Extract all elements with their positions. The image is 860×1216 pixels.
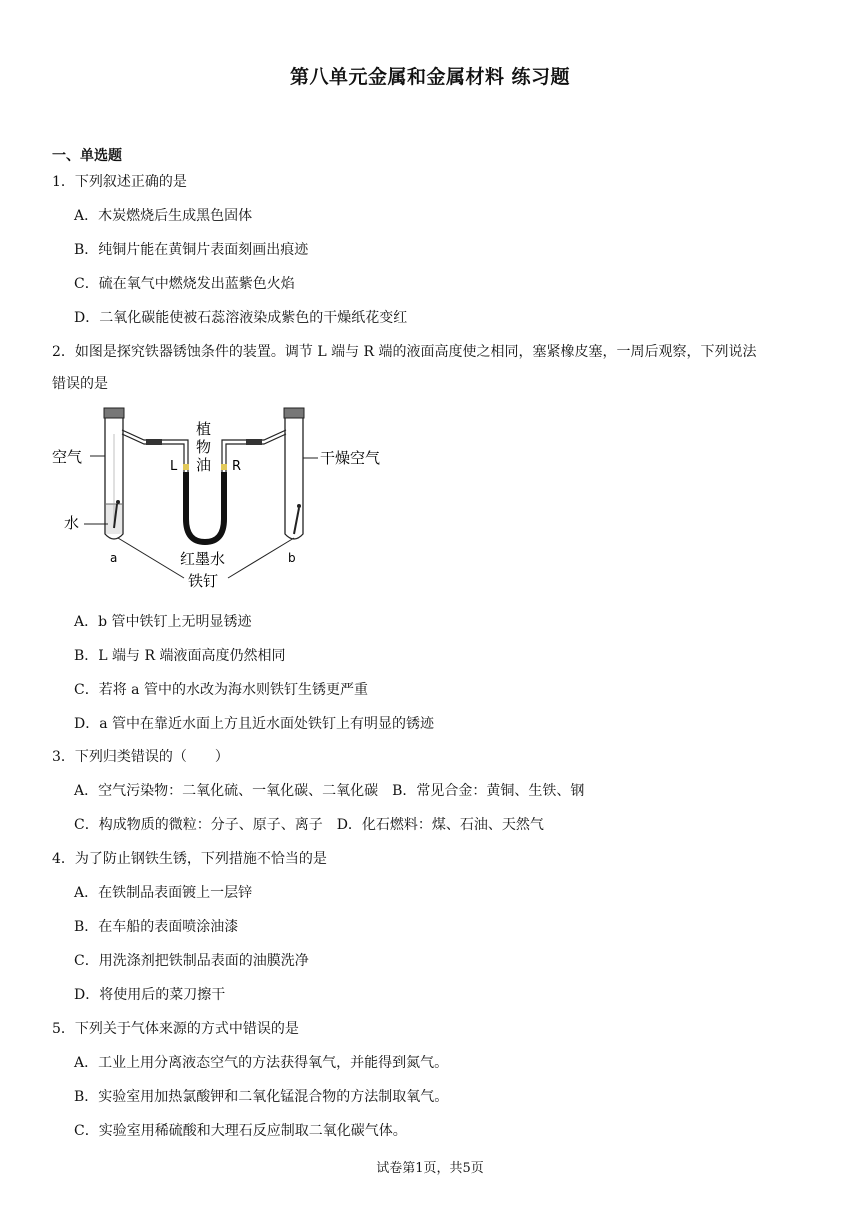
question-1-option-d: D．二氧化碳能使被石蕊溶液染成紫色的干燥纸花变红 [74,310,408,326]
question-5-stem: 5．下列关于气体来源的方式中错误的是 [52,1021,299,1037]
question-1-option-a: A．木炭燃烧后生成黑色固体 [74,208,253,224]
question-4-option-b: B．在车船的表面喷涂油漆 [74,919,239,935]
question-1-option-c: C．硫在氧气中燃烧发出蓝紫色火焰 [74,276,295,292]
page-footer: 试卷第1页，共5页 [376,1161,484,1176]
question-2-stem: 2．如图是探究铁器锈蚀条件的装置。调节 L 端与 R 端的液面高度使之相同，塞紧橡皮塞，一周后观察，下列说法 [52,344,757,360]
label-oil-2: 物 [196,438,212,456]
label-air: 空气 [52,448,83,466]
page-title: 第八单元金属和金属材料 练习题 [289,66,571,88]
question-2-option-b: B．L 端与 R 端液面高度仍然相同 [74,648,286,664]
question-2-stem-cont: 错误的是 [52,376,108,392]
label-red-ink: 红墨水 [180,550,226,568]
question-4-stem: 4．为了防止钢铁生锈，下列措施不恰当的是 [52,851,327,867]
label-R: R [232,459,242,474]
label-nail: 铁钉 [188,572,219,590]
question-5-option-a: A．工业上用分离液态空气的方法获得氧气，并能得到氮气。 [74,1055,449,1071]
tube-a [104,408,124,539]
question-1-stem: 1．下列叙述正确的是 [52,174,187,190]
question-4-option-a: A．在铁制品表面镀上一层锌 [74,885,253,901]
question-1-option-b: B．纯铜片能在黄铜片表面刻画出痕迹 [74,242,309,258]
label-b: b [288,551,296,565]
label-water: 水 [64,514,80,532]
question-4-option-d: D．将使用后的菜刀擦干 [74,987,226,1003]
rust-experiment-figure [48,404,398,596]
section-heading: 一、单选题 [52,148,122,164]
question-4-option-c: C．用洗涤剂把铁制品表面的油膜洗净 [74,953,309,969]
label-L: L [170,459,178,474]
label-a: a [110,551,118,565]
tube-b [284,408,304,539]
label-oil-1: 植 [196,420,212,438]
question-3-options-row1: A．空气污染物：二氧化硫、一氧化碳、二氧化碳 B．常见合金：黄铜、生铁、钢 [74,783,585,799]
question-5-option-c: C．实验室用稀硫酸和大理石反应制取二氧化碳气体。 [74,1123,407,1139]
question-5-option-b: B．实验室用加热氯酸钾和二氧化锰混合物的方法制取氧气。 [74,1089,449,1105]
label-dry-air: 干燥空气 [320,449,381,467]
question-2-option-a: A．b 管中铁钉上无明显锈迹 [74,614,252,630]
question-2-option-d: D．a 管中在靠近水面上方且近水面处铁钉上有明显的锈迹 [74,716,435,732]
question-3-options-row2: C．构成物质的微粒：分子、原子、离子 D．化石燃料：煤、石油、天然气 [74,817,544,833]
question-3-stem: 3．下列归类错误的（ ） [52,749,229,765]
question-2-option-c: C．若将 a 管中的水改为海水则铁钉生锈更严重 [74,682,368,698]
label-oil-3: 油 [196,456,212,474]
